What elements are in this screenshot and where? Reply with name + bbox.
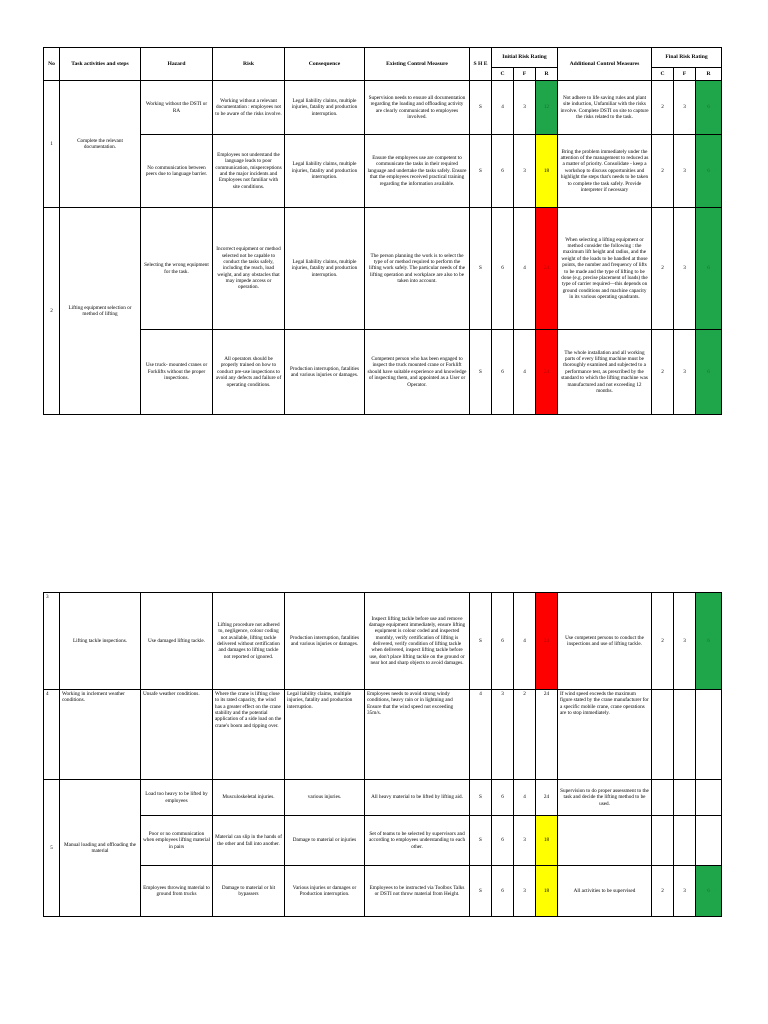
risk-cell: Musculoskeletal injuries. bbox=[213, 780, 285, 816]
risk-table-top bbox=[43, 47, 722, 415]
initial-r-cell: 18 bbox=[536, 816, 558, 866]
risk-cell: Damage to material or hit bypassers bbox=[213, 866, 285, 917]
she-cell: S bbox=[470, 330, 492, 415]
header-task: Task activities and steps bbox=[60, 48, 141, 81]
final-c-cell: 2 bbox=[652, 81, 674, 135]
final-f-cell bbox=[674, 780, 696, 816]
table-row bbox=[44, 866, 722, 917]
additional-control-cell: Supervision to do proper assessment to the task and decide the lifting method to be used. bbox=[558, 780, 652, 816]
existing-control-cell: The person planning the work is to select the type of or method required to perform the lifting work safely. The particular needs of the lifting operation and workplace are also to be taken into account. bbox=[365, 208, 470, 330]
table-row bbox=[44, 816, 722, 866]
risk-cell: Employees not understand the language leads to poor communication, misperceptions and the major incidents and Employees not familiar with site conditions. bbox=[213, 135, 285, 208]
final-c-cell: 2 bbox=[652, 208, 674, 330]
initial-c-cell: 6 bbox=[492, 816, 514, 866]
final-c-cell bbox=[652, 780, 674, 816]
existing-control-cell: Ensure the employees use are competent to communicate the tasks in their required language and undertake the tasks safely. Ensure that the employees received practical training regarding the information available. bbox=[365, 135, 470, 208]
final-f-cell bbox=[674, 690, 696, 780]
she-cell: S bbox=[470, 208, 492, 330]
final-f-cell: 3 bbox=[674, 593, 696, 690]
header-consequence: Consequence bbox=[285, 48, 365, 81]
hazard-cell: Working without the DSTI or RA bbox=[141, 81, 213, 135]
risk-cell: Where the crane is lifting close to its rated capacity, the wind has a greater effect on the crane stability and the potential application of a side load on the crane's boom and tipping over. bbox=[213, 690, 285, 780]
row-number: 2 bbox=[44, 208, 60, 415]
task-cell: Lifting tackle inspections. bbox=[60, 593, 141, 690]
final-r-cell: 6 bbox=[696, 330, 722, 415]
initial-c-cell: 6 bbox=[492, 330, 514, 415]
hazard-cell: Selecting the wrong equipment for the task. bbox=[141, 208, 213, 330]
she-cell: S bbox=[470, 866, 492, 917]
row-number: 5 bbox=[44, 780, 60, 917]
existing-control-cell: Inspect lifting tackle before use and remove damage equipment immediately, ensure lifting equipment is colour coded and inspected monthly, verify certification of lifting is delivered, verify condition of lifting tackle when delivered, inspect lifting tackle before use, don't place lifting tackle on the ground or near hot and sharp objects to avoid damages. bbox=[365, 593, 470, 690]
risk-table-bottom bbox=[43, 592, 722, 917]
risk-cell: All operators should be properly trained on how to conduct pre-use inspections to avoid any defects and failure of operating conditions. bbox=[213, 330, 285, 415]
additional-control-cell: If wind speed exceeds the maximum figure stated by the crane manufacturer for a specific mobile crane, crane operations are to stop immediately. bbox=[558, 690, 652, 780]
additional-control-cell: Not adhere to life saving rules and plant site induction, Unfamiliar with the risks involve. Complete DSTI on site to capture the risks related to the task. bbox=[558, 81, 652, 135]
final-r-cell: 6 bbox=[696, 81, 722, 135]
task-cell: Complete the relevant documentation. bbox=[60, 81, 141, 208]
initial-c-cell: 3 bbox=[492, 690, 514, 780]
existing-control-cell: Employees to be instructed via Toolbox Talks or DSTI not throw material from Height. bbox=[365, 866, 470, 917]
she-cell: S bbox=[470, 780, 492, 816]
final-f-cell: 3 bbox=[674, 330, 696, 415]
header-final-rating: Final Risk Rating bbox=[652, 48, 722, 68]
table-row bbox=[44, 135, 722, 208]
initial-r-cell: 12 bbox=[536, 81, 558, 135]
task-cell: Manual loading and offloading the material bbox=[60, 780, 141, 917]
final-c-cell: 2 bbox=[652, 593, 674, 690]
final-r-cell: 6 bbox=[696, 866, 722, 917]
header-risk: Risk bbox=[213, 48, 285, 81]
risk-cell: Working without a relevant documentation : employees not to be aware of the risks involve. bbox=[213, 81, 285, 135]
header-hazard: Hazard bbox=[141, 48, 213, 81]
table-row bbox=[44, 330, 722, 415]
header-initial-f: F bbox=[514, 68, 536, 81]
initial-r-cell: 24 bbox=[536, 690, 558, 780]
initial-f-cell: 3 bbox=[514, 135, 536, 208]
hazard-cell: Use damaged lifting tackle. bbox=[141, 593, 213, 690]
consequence-cell: Legal liability claims, multiple injuries, fatality and production interruption. bbox=[285, 81, 365, 135]
consequence-cell: Various injuries or damages or Production interruption. bbox=[285, 866, 365, 917]
she-cell: 4 bbox=[470, 690, 492, 780]
additional-control-cell: Use competent persons to conduct the inspections and use of lifting tackle. bbox=[558, 593, 652, 690]
hazard-cell: No communication between peers due to language barrier. bbox=[141, 135, 213, 208]
task-cell: Working in inclement weather conditions. bbox=[60, 690, 141, 780]
final-c-cell bbox=[652, 690, 674, 780]
initial-f-cell: 4 bbox=[514, 780, 536, 816]
existing-control-cell: Employees needs to avoid strong windy conditions, heavy rain or in lightning and Ensure that the wind speed not exceeding 35m/s. bbox=[365, 690, 470, 780]
additional-control-cell: All activities to be supervised bbox=[558, 866, 652, 917]
final-f-cell: 3 bbox=[674, 135, 696, 208]
initial-f-cell: 4 bbox=[514, 330, 536, 415]
row-number: 4 bbox=[44, 690, 60, 780]
additional-control-cell: When selecting a lifting equipment or method consider the following : the maximum lift height and radius, and the weight of the loads to be handled at those points, the number and frequency of lifts to be made and the type of lifting to be done (e.g. precise placement of loads) the type of carrier required—this depends on ground conditions and machine capacity in its various operating quadrants. bbox=[558, 208, 652, 330]
table-row bbox=[44, 690, 722, 780]
consequence-cell: Legal liability claims, multiple injuries, fatality and production interruption. bbox=[285, 208, 365, 330]
table-row bbox=[44, 780, 722, 816]
final-c-cell: 2 bbox=[652, 330, 674, 415]
final-r-cell bbox=[696, 816, 722, 866]
initial-r-cell: 18 bbox=[536, 866, 558, 917]
final-r-cell bbox=[696, 690, 722, 780]
table-row bbox=[44, 81, 722, 135]
initial-c-cell: 6 bbox=[492, 135, 514, 208]
final-f-cell: 3 bbox=[674, 866, 696, 917]
risk-cell: Incorrect equipment or method selected not be capable to conduct the tasks safely, including the reach, load weight, and any obstacles that may impede access or operation. bbox=[213, 208, 285, 330]
initial-r-cell: 18 bbox=[536, 135, 558, 208]
table-row bbox=[44, 208, 722, 330]
she-cell: S bbox=[470, 816, 492, 866]
header-final-f: F bbox=[674, 68, 696, 81]
she-cell: S bbox=[470, 135, 492, 208]
consequence-cell: Legal liability claims, multiple injuries, fatality and production interruption. bbox=[285, 690, 365, 780]
final-r-cell bbox=[696, 780, 722, 816]
initial-c-cell: 6 bbox=[492, 593, 514, 690]
row-number: 1 bbox=[44, 81, 60, 208]
initial-f-cell: 3 bbox=[514, 866, 536, 917]
hazard-cell: Poor or no communication when employees lifting material in pairs bbox=[141, 816, 213, 866]
hazard-cell: Load too heavy to be lifted by employees bbox=[141, 780, 213, 816]
header-initial-r: R bbox=[536, 68, 558, 81]
initial-f-cell: 4 bbox=[514, 208, 536, 330]
initial-r-cell: 24 bbox=[536, 780, 558, 816]
header-she: S H E bbox=[470, 48, 492, 81]
consequence-cell: Production interruption, fatalities and various injuries or damages. bbox=[285, 593, 365, 690]
she-cell: S bbox=[470, 593, 492, 690]
final-f-cell: 3 bbox=[674, 208, 696, 330]
hazard-cell: Employees throwing material to ground from trucks bbox=[141, 866, 213, 917]
header-initial-c: C bbox=[492, 68, 514, 81]
header-final-c: C bbox=[652, 68, 674, 81]
initial-f-cell: 2 bbox=[514, 690, 536, 780]
additional-control-cell: Bring the problem immediately under the attention of the management to reduced as a matter of priority. Consolidate - keep a workshop to discuss opportunities and highlight the steps that's needs to be taken to complete the task safely. Provide interpreter if necessary bbox=[558, 135, 652, 208]
she-cell: S bbox=[470, 81, 492, 135]
initial-r-cell: 24 bbox=[536, 208, 558, 330]
risk-cell: Lifting procedure not adhered to, negligence, colour coding not available, lifting tackle delivered without certification and damages to lifting tackle not reported or ignored. bbox=[213, 593, 285, 690]
additional-control-cell: The whole installation and all working parts of every lifting machine must be thoroughly examined and subjected to a performance test, as prescribed by the standard to which the lifting machine was manufactured and not exceeding 12 months. bbox=[558, 330, 652, 415]
consequence-cell: Damage to material or injuries bbox=[285, 816, 365, 866]
header-final-r: R bbox=[696, 68, 722, 81]
final-c-cell: 2 bbox=[652, 135, 674, 208]
table-row bbox=[44, 593, 722, 690]
consequence-cell: Legal liability claims, multiple injuries, fatality and production interruption. bbox=[285, 135, 365, 208]
header-existing-control: Existing Control Measure bbox=[365, 48, 470, 81]
final-r-cell: 6 bbox=[696, 135, 722, 208]
final-r-cell: 6 bbox=[696, 593, 722, 690]
initial-c-cell: 6 bbox=[492, 866, 514, 917]
final-c-cell bbox=[652, 816, 674, 866]
final-f-cell bbox=[674, 816, 696, 866]
initial-f-cell: 4 bbox=[514, 593, 536, 690]
initial-c-cell: 4 bbox=[492, 81, 514, 135]
final-r-cell: 6 bbox=[696, 208, 722, 330]
existing-control-cell: Supervision needs to ensure all documentation regarding the loading and offloading activity are clearly communicated to employees involved. bbox=[365, 81, 470, 135]
row-number: 3 bbox=[44, 593, 60, 690]
initial-f-cell: 3 bbox=[514, 81, 536, 135]
additional-control-cell bbox=[558, 816, 652, 866]
header-initial-rating: Initial Risk Rating bbox=[492, 48, 558, 68]
header-no: No bbox=[44, 48, 60, 81]
consequence-cell: various injuries. bbox=[285, 780, 365, 816]
initial-c-cell: 6 bbox=[492, 780, 514, 816]
final-f-cell: 3 bbox=[674, 81, 696, 135]
initial-r-cell: 24 bbox=[536, 330, 558, 415]
existing-control-cell: All heavy material to be lifted by lifting aid. bbox=[365, 780, 470, 816]
final-c-cell: 2 bbox=[652, 866, 674, 917]
initial-c-cell: 6 bbox=[492, 208, 514, 330]
existing-control-cell: Set of teams to be selected by supervisors and according to employees understanding to each other. bbox=[365, 816, 470, 866]
risk-cell: Material can slip in the hands of the other and fall into another. bbox=[213, 816, 285, 866]
hazard-cell: Unsafe weather conditions. bbox=[141, 690, 213, 780]
initial-f-cell: 3 bbox=[514, 816, 536, 866]
task-cell: Lifting equipment selection or method of lifting bbox=[60, 208, 141, 415]
initial-r-cell: 24 bbox=[536, 593, 558, 690]
existing-control-cell: Competent person who has been engaged to inspect the truck mounted crane or Forklift should have suitable experience and knowledge of inspecting them, and appointed as a User or Operator. bbox=[365, 330, 470, 415]
header-additional-control: Additional Control Measures bbox=[558, 48, 652, 81]
consequence-cell: Production interruption, fatalities and various injuries or damages. bbox=[285, 330, 365, 415]
hazard-cell: Use truck- mounted cranes or Forklifts without the proper inspections. bbox=[141, 330, 213, 415]
